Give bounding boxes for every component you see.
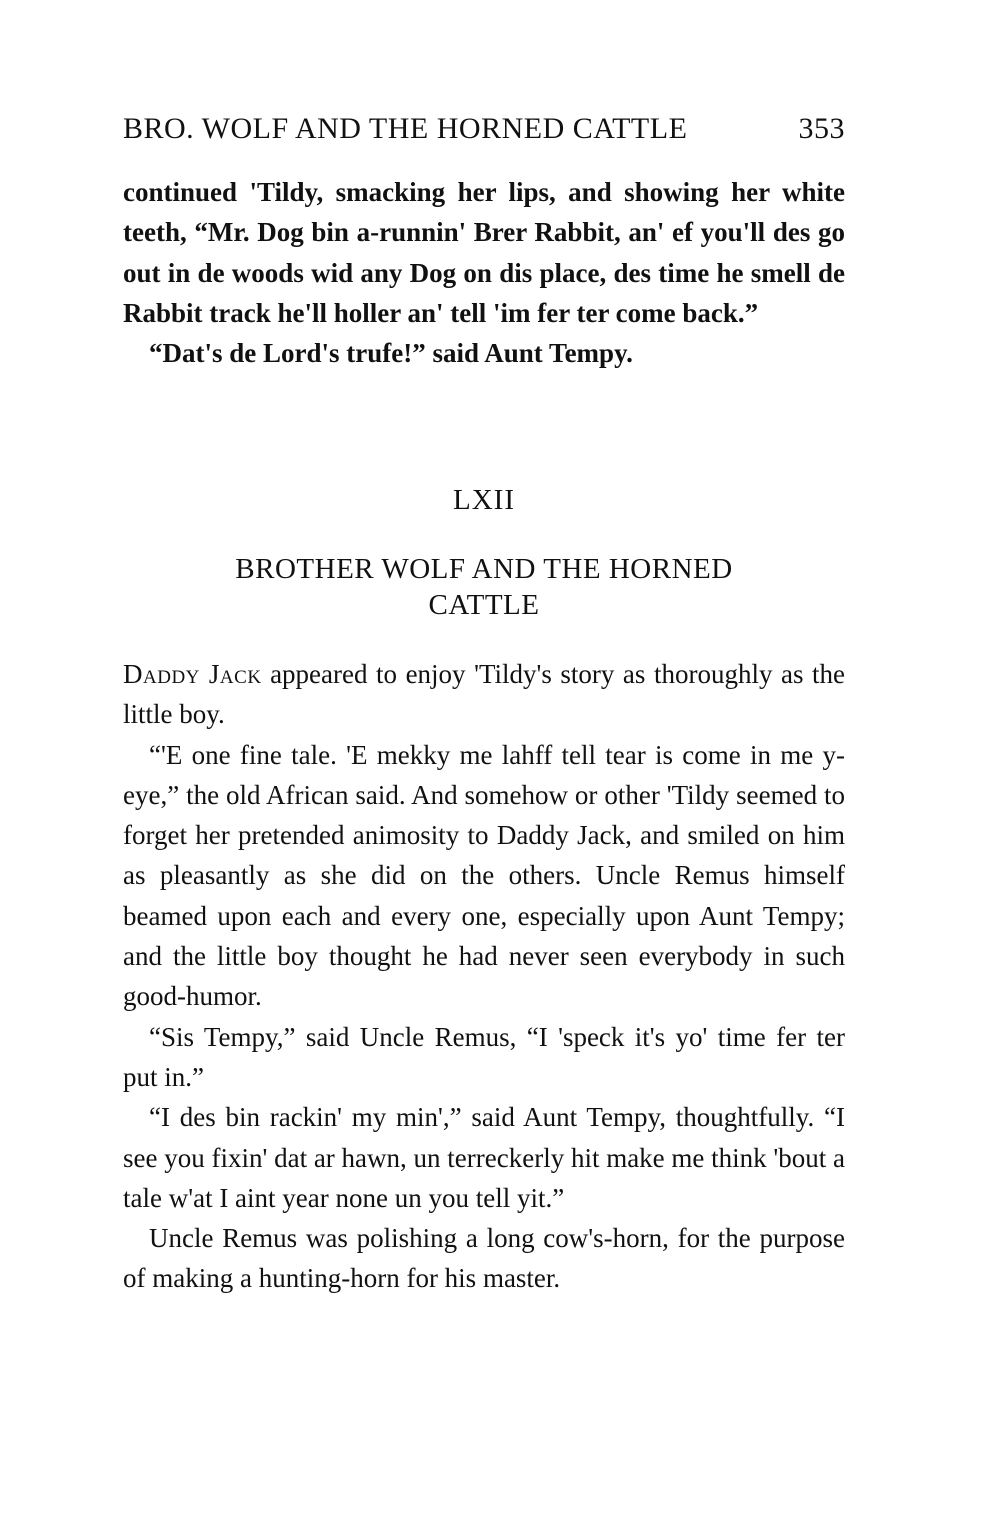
chapter-number: LXII bbox=[453, 484, 515, 516]
chapter-title-line-2: CATTLE bbox=[428, 589, 540, 621]
running-head-title: BRO. WOLF AND THE HORNED CATTLE bbox=[123, 112, 688, 145]
body-paragraph-4: “I des bin rackin' my min',” said Aunt Tempy, thoughtfully. “I see you fixin' dat ar hawn, un terreckerly hit make me think 'bout a tale w'at I aint year none un you tell yit.” bbox=[123, 1102, 845, 1213]
continued-paragraph: continued 'Tildy, smacking her lips, and showing her white teeth, “Mr. Dog bin a-runnin' Brer Rabbit, an' ef you'll des go out in de woods wid any Dog on dis place, des time he smell de Rabbit track he'll holler an' tell 'im fer ter come back.” bbox=[123, 177, 845, 328]
body-paragraph-2: “'E one fine tale. 'E mekky me lahff tell tear is come in me y-eye,” the old African said. And somehow or other 'Tildy seemed to forget her pretended animosity to Daddy Jack, and smiled on him as pleasantly as she did on the others. Uncle Remus himself beamed upon each and every one, especially upon Aunt Tempy; and the little boy thought he had never seen everybody in such good-humor. bbox=[123, 739, 845, 1012]
body-paragraph-1 bbox=[123, 654, 845, 735]
book-page bbox=[123, 0, 845, 1529]
page-number: 353 bbox=[798, 112, 845, 145]
continued-text-block bbox=[123, 172, 845, 373]
body-paragraph-5: Uncle Remus was polishing a long cow's-horn, for the purpose of making a hunting-horn for his master. bbox=[123, 1223, 845, 1294]
body-paragraph-1-text: appeared to enjoy 'Tildy's story as thoroughly as the little boy. bbox=[123, 659, 845, 730]
chapter-title bbox=[123, 551, 845, 623]
chapter-body bbox=[123, 654, 845, 1299]
body-paragraph-3: “Sis Tempy,” said Uncle Remus, “I 'speck it's yo' time fer ter put in.” bbox=[123, 1021, 845, 1092]
chapter-title-line-1: BROTHER WOLF AND THE HORNED bbox=[235, 553, 733, 585]
aunt-tempy-reply: “Dat's de Lord's trufe!” said Aunt Tempy. bbox=[149, 338, 633, 369]
opening-small-caps: Daddy Jack bbox=[123, 659, 262, 689]
